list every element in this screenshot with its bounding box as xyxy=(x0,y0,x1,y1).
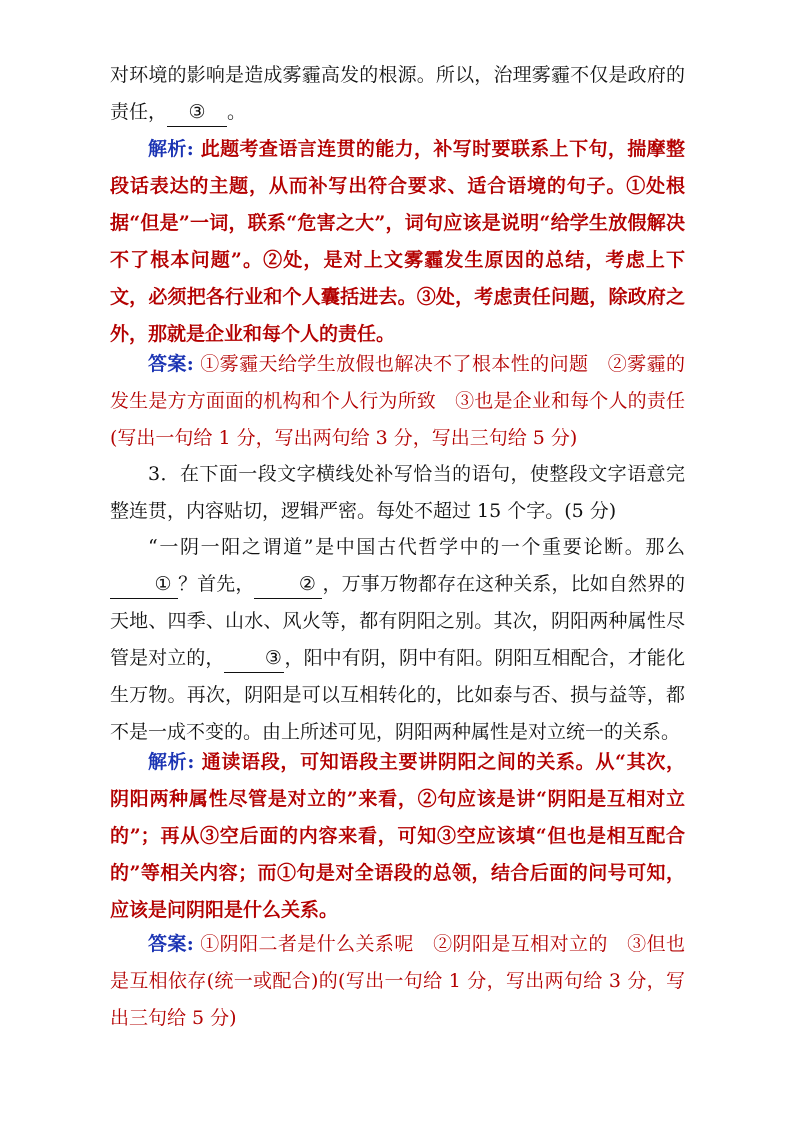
blank-3-top: ③ xyxy=(167,98,227,127)
analysis-text-2: 通读语段，可知语段主要讲阴阳之间的关系。从“其次，阴阳两种属性尽管是对立的”来看，②句应该是讲“阴阳是互相对立的”；再从③空后面的内容来看，可知③空应该填“但也是相互配合的”等相关内容；而①句是对全语段的总领，结合后面的问号可知，应该是问阴阳是什么关系。 xyxy=(110,751,686,921)
analysis-paragraph-2 xyxy=(110,744,685,929)
question-3 xyxy=(110,456,685,530)
continuation-line1: 对环境的影响是造成雾霾高发的根源。所以，治理雾霾不仅是政府的责 xyxy=(110,64,685,123)
passage-part-4: ，阳中有阴，阴中有阳。阴阳互相配合，才能化生万物。再次，阴阳是可以互相转化的，比如泰与否、损与益等，都不是一成不变的。由上所述可见，阴阳两种属性是对立统一的关系。 xyxy=(110,647,685,743)
question-3-text: 3．在下面一段文字横线处补写恰当的语句，使整段文字语意完整连贯，内容贴切，逻辑严密。每处不超过 15 个字。(5 分) xyxy=(110,463,685,522)
analysis-label-2: 解析: xyxy=(148,751,195,773)
continuation-line2-suffix: 。 xyxy=(227,101,247,123)
answer-paragraph-2 xyxy=(110,926,685,1037)
continuation-paragraph xyxy=(110,57,685,131)
analysis-label-1: 解析: xyxy=(148,138,194,160)
blank-2: ② xyxy=(254,570,322,599)
continuation-line2-prefix: 任， xyxy=(129,101,168,123)
passage-part-1: “一阴一阳之谓道”是中国古代哲学中的一个重要论断。那么 xyxy=(148,536,685,558)
answer-text-2: ①阴阳二者是什么关系呢 ②阴阳是互相对立的 ③但也是互相依存(统一或配合)的(写出一句给 1 分，写出两句给 3 分，写出三句给 5 分) xyxy=(110,933,685,1029)
analysis-paragraph-1 xyxy=(110,131,685,353)
passage-part-2: ？首先， xyxy=(178,573,255,595)
answer-label-1: 答案: xyxy=(148,353,194,375)
passage-part-3: ，万事万物都存在这种关系，比如自然界的天地、四季、山水、风火等，都有阴阳之别。其次，阴阳两种属性尽管是对立的， xyxy=(110,573,685,669)
passage-paragraph xyxy=(110,529,685,751)
analysis-text-1: 此题考查语言连贯的能力，补写时要联系上下句，揣摩整段话表达的主题，从而补写出符合要求、适合语境的句子。①处根据“但是”一词，联系“危害之大”，词句应该是说明“给学生放假解决不了根本问题”。②处，是对上文雾霾发生原因的总结，考虑上下文，必须把各行业和个人囊括进去。③处，考虑责任问题，除政府之外，那就是企业和每个人的责任。 xyxy=(110,138,685,345)
answer-label-2: 答案: xyxy=(148,933,194,955)
blank-3: ③ xyxy=(224,644,284,673)
answer-paragraph-1 xyxy=(110,346,685,457)
blank-1: ① xyxy=(110,570,178,599)
answer-text-1: ①雾霾天给学生放假也解决不了根本性的问题 ②雾霾的发生是方方面面的机构和个人行为所致 ③也是企业和每个人的责任(写出一句给 1 分，写出两句给 3 分，写出三句给 5 分) xyxy=(110,353,685,449)
